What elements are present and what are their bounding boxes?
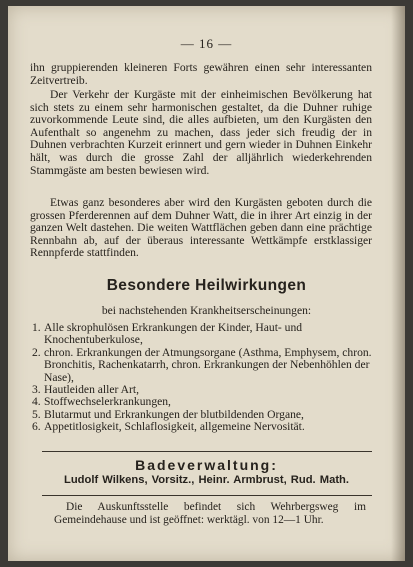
list-item bbox=[32, 322, 374, 347]
section-heading: Besondere Heilwirkungen bbox=[106, 277, 307, 294]
list-number: 3. bbox=[32, 383, 41, 397]
list-number: 2. bbox=[32, 345, 41, 359]
divider-bottom bbox=[42, 495, 372, 496]
list-item bbox=[32, 421, 374, 433]
list-text: Alle skrophulösen Erkrankungen der Kinder, Haut- und Knochentuberkulose, bbox=[44, 321, 303, 347]
info-office-text: Die Auskunftsstelle befindet sich Wehrbergsweg im Gemeindehause und ist geöffnet: werktägl. von 12—1 Uhr. bbox=[54, 501, 366, 526]
paragraph-forts: ihn gruppierenden kleineren Forts gewähren einen sehr interessanten Zeitvertreib. bbox=[30, 61, 372, 87]
list-number: 5. bbox=[32, 407, 41, 421]
list-number: 1. bbox=[32, 321, 41, 334]
list-number: 4. bbox=[32, 395, 41, 409]
section-intro: bei nachstehenden Krankheitserscheinungen: bbox=[101, 304, 312, 317]
list-number: 6. bbox=[32, 420, 41, 434]
divider-top bbox=[42, 451, 372, 452]
list-text: Stoffwechselerkrankungen, bbox=[44, 395, 171, 409]
list-text: chron. Erkrankungen der Atmungsorgane (Asthma, Emphysem, chron. Bronchitis, Rachenkatarrh, chron. Erkrankungen der Nebenhöhlen der Nase), bbox=[44, 345, 372, 384]
conditions-list bbox=[32, 322, 374, 434]
list-text: Blutarmut und Erkrankungen der blutbildenden Organe, bbox=[44, 407, 304, 421]
list-text: Hautleiden aller Art, bbox=[44, 383, 139, 397]
paragraph-pferderennen: Etwas ganz besonderes aber wird den Kurgästen geboten durch die grossen Pferderennen auf dem Duhner Watt, die in ihrer Art einzig in der ganzen Welt dastehen. Die weiten Wattflächen geben dann eine prächtige Rennbahn ab, auf der überaus interessante Wettkämpfe erstklassiger Rennpferde stattfinden. bbox=[30, 196, 372, 260]
book-page bbox=[8, 6, 405, 561]
list-text: Appetitlosigkeit, Schlaflosigkeit, allgemeine Nervosität. bbox=[44, 420, 305, 434]
administration-title: Badeverwaltung: bbox=[135, 457, 278, 473]
paragraph-verkehr: Der Verkehr der Kurgäste mit der einheimischen Bevölkerung hat sich stets zu einem sehr harmonischen gestaltet, da die Duhner ruhige zuvorkommende Leute sind, die alles aufbieten, um den Kurgästen den Aufenthalt so angenehm zu machen, dass jeder sich freudig der in Duhnen verbrachten Kurzeit erinnert und gern wieder in Duhnen Einkehr hält, was durch die grosse Zahl der alljährlich wiederkehrenden Stammgäste am besten bewiesen wird. bbox=[30, 88, 372, 177]
list-item bbox=[32, 396, 374, 408]
administration-names: Ludolf Wilkens, Vorsitz., Heinr. Armbrust, Rud. Math. bbox=[64, 474, 349, 486]
page-number: — 16 — bbox=[180, 36, 233, 51]
list-item bbox=[32, 347, 374, 384]
